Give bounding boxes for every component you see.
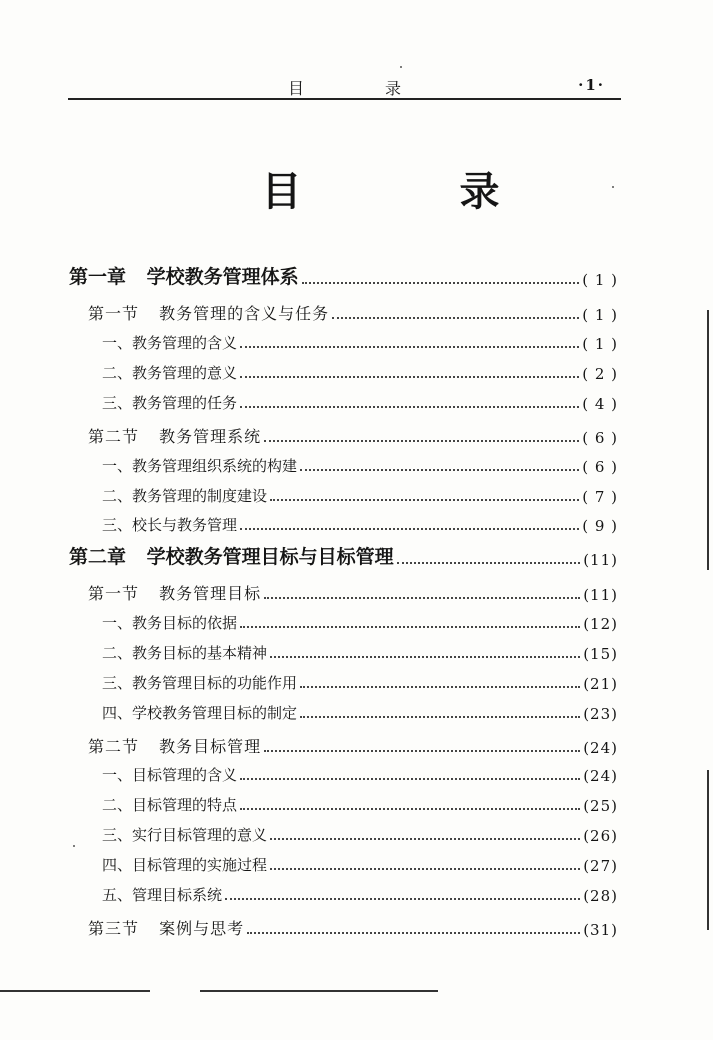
dot-leader <box>247 932 580 934</box>
toc-entry-label: 第二节 教务管理系统 <box>88 427 262 446</box>
toc-page-number: ( 4 ) <box>582 395 618 413</box>
toc-section <box>88 733 618 757</box>
dot-leader <box>270 499 579 501</box>
toc-entry-label: 二、目标管理的特点 <box>102 796 238 814</box>
toc-page-number: (11) <box>583 551 618 569</box>
toc-page-number: ( 9 ) <box>582 517 618 535</box>
running-header <box>68 74 621 100</box>
toc-entry-label: 三、校长与教务管理 <box>102 516 238 534</box>
dot-leader <box>240 346 579 348</box>
toc-section <box>88 423 618 447</box>
toc-item <box>102 513 618 535</box>
toc-page-number: ( 1 ) <box>582 271 618 289</box>
toc-entry-label: 第一章 学校教务管理体系 <box>69 266 299 288</box>
toc-entry-label: 二、教务管理的意义 <box>102 364 238 382</box>
toc-entry-label: 第三节 案例与思考 <box>88 919 245 938</box>
toc-entry-label: 三、教务管理的任务 <box>102 394 238 412</box>
toc-page-number: (15) <box>583 645 618 663</box>
toc-page-number: (26) <box>583 827 618 845</box>
toc-section <box>88 300 618 324</box>
scan-dot <box>73 845 75 847</box>
toc-page-number: (27) <box>583 857 618 875</box>
dot-leader <box>240 528 579 530</box>
scan-line-right-edge <box>707 310 709 570</box>
toc-item <box>102 853 618 875</box>
dot-leader <box>302 282 580 284</box>
dot-leader <box>270 868 580 870</box>
dot-leader <box>240 626 580 628</box>
toc-item <box>102 701 618 723</box>
toc-page-number: ( 2 ) <box>582 365 618 383</box>
page-title: 目 录 <box>261 168 572 215</box>
toc-chapter <box>69 543 618 569</box>
toc-item <box>102 361 618 383</box>
toc-page-number: (31) <box>583 921 618 939</box>
dot-leader <box>225 898 580 900</box>
dot-leader <box>264 597 580 599</box>
toc-page-number: (23) <box>583 705 618 723</box>
dot-leader <box>300 686 580 688</box>
toc-item <box>102 763 618 785</box>
dot-leader <box>240 808 580 810</box>
dot-leader <box>300 716 580 718</box>
toc-entry-label: 一、教务管理的含义 <box>102 334 238 352</box>
toc-item <box>102 671 618 693</box>
toc-page-number: (12) <box>583 615 618 633</box>
toc-entry-label: 四、目标管理的实施过程 <box>102 856 268 874</box>
dot-leader <box>300 469 579 471</box>
scan-line-bottom-mid <box>200 990 438 992</box>
toc-item <box>102 611 618 633</box>
scan-dot <box>400 66 402 68</box>
toc-page-number: ( 1 ) <box>582 306 618 324</box>
page-number: ·1· <box>578 76 605 94</box>
toc-page-number: ( 7 ) <box>582 488 618 506</box>
toc-item <box>102 391 618 413</box>
toc-entry-label: 五、管理目标系统 <box>102 886 223 904</box>
toc-item <box>102 454 618 476</box>
toc-entry-label: 一、教务管理组织系统的构建 <box>102 457 298 475</box>
toc-item <box>102 883 618 905</box>
dot-leader <box>270 656 580 658</box>
toc-page-number: (25) <box>583 797 618 815</box>
scan-line-bottom-left <box>0 990 150 992</box>
dot-leader <box>264 440 579 442</box>
toc-page-number: (24) <box>583 767 618 785</box>
toc-entry-label: 二、教务管理的制度建设 <box>102 487 268 505</box>
running-title: 目 录 <box>287 79 440 98</box>
toc-entry-label: 二、教务目标的基本精神 <box>102 644 268 662</box>
scan-line-right-edge-lower <box>707 770 709 930</box>
dot-leader <box>264 750 580 752</box>
dot-leader <box>397 562 581 564</box>
toc-section <box>88 580 618 604</box>
dot-leader <box>332 317 579 319</box>
toc-entry-label: 第一节 教务管理的含义与任务 <box>88 304 330 323</box>
toc-entry-label: 三、教务管理目标的功能作用 <box>102 674 298 692</box>
toc-entry-label: 第二节 教务目标管理 <box>88 737 262 756</box>
toc-section <box>88 915 618 939</box>
toc-item <box>102 331 618 353</box>
toc-item <box>102 793 618 815</box>
dot-leader <box>240 406 579 408</box>
dot-leader <box>240 376 579 378</box>
toc-page-number: (11) <box>583 586 618 604</box>
toc-chapter <box>69 263 618 289</box>
toc-entry-label: 四、学校教务管理目标的制定 <box>102 704 298 722</box>
toc-item <box>102 484 618 506</box>
dot-leader <box>270 838 580 840</box>
toc-page-number: (28) <box>583 887 618 905</box>
toc-page-number: ( 6 ) <box>582 458 618 476</box>
scan-dot <box>612 186 614 188</box>
toc-page-number: ( 1 ) <box>582 335 618 353</box>
toc-page-number: ( 6 ) <box>582 429 618 447</box>
toc-page-number: (24) <box>583 739 618 757</box>
toc-entry-label: 一、教务目标的依据 <box>102 614 238 632</box>
toc-entry-label: 一、目标管理的含义 <box>102 766 238 784</box>
toc-item <box>102 641 618 663</box>
dot-leader <box>240 778 580 780</box>
toc-page-number: (21) <box>583 675 618 693</box>
toc-entry-label: 第一节 教务管理目标 <box>88 584 262 603</box>
toc-item <box>102 823 618 845</box>
toc-entry-label: 第二章 学校教务管理目标与目标管理 <box>69 546 394 568</box>
toc-entry-label: 三、实行目标管理的意义 <box>102 826 268 844</box>
